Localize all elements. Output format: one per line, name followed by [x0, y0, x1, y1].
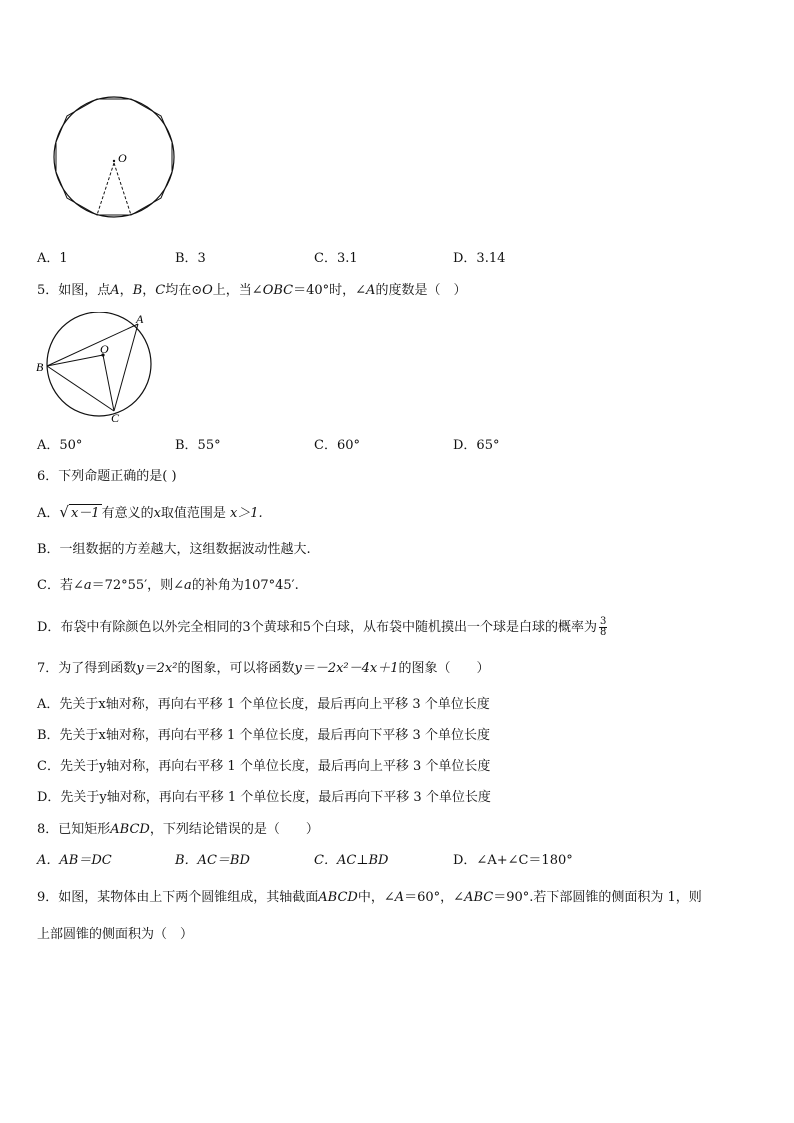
q6-option-b: B．一组数据的方差越大，这组数据波动性越大. — [37, 542, 311, 557]
q5-figure — [34, 312, 164, 424]
q8-option-a: A．AB＝DC — [37, 853, 112, 868]
q8-option-c: C．AC⊥BD — [314, 853, 389, 868]
q7-option-c: C．先关于y轴对称，再向右平移 1 个单位长度，最后再向上平移 3 个单位长度 — [37, 759, 491, 774]
q5-option-c: C．60° — [314, 438, 360, 453]
q4-circle — [54, 97, 174, 217]
q5-ac — [114, 324, 138, 411]
q6-option-a: A．√ x－1 有意义的x取值范围是 x＞1. — [37, 503, 263, 521]
q7-option-d: D．先关于y轴对称，再向右平移 1 个单位长度，最后再向下平移 3 个单位长度 — [37, 790, 491, 805]
q5-oc — [103, 355, 114, 411]
q5-bc — [47, 366, 114, 411]
q8-stem: 8．已知矩形ABCD，下列结论错误的是（ ） — [37, 822, 319, 837]
q7-option-b: B．先关于x轴对称，再向右平移 1 个单位长度，最后再向下平移 3 个单位长度 — [37, 728, 490, 743]
q4-dash-right — [114, 163, 131, 215]
q5-bo — [47, 355, 103, 366]
q5-option-b: B．55° — [175, 438, 221, 453]
q5-stem: 5．如图，点A，B，C均在⊙O上，当∠OBC＝40°时，∠A的度数是（ ） — [37, 283, 467, 298]
q4-option-a: A．1 — [37, 251, 68, 266]
q4-label-o: O — [118, 151, 127, 165]
q5-option-a: A．50° — [37, 438, 83, 453]
q5-label-b: B — [36, 360, 44, 374]
q4-option-c: C．3.1 — [314, 251, 358, 266]
q9-line-2: 上部圆锥的侧面积为（ ） — [37, 927, 194, 942]
q4-polygon — [56, 99, 172, 215]
q5-label-o: O — [100, 342, 109, 356]
q6-option-d: D．布袋中有除颜色以外完全相同的3个黄球和5个白球，从布袋中随机摸出一个球是白球的概率为 $\frac{3}{8}$ — [37, 616, 607, 638]
q6-option-c: C．若∠a＝72°55′，则∠a的补角为107°45′. — [37, 578, 299, 593]
q7-option-a: A．先关于x轴对称，再向右平移 1 个单位长度，最后再向上平移 3 个单位长度 — [37, 697, 490, 712]
q8-option-d: D．∠A+∠C＝180° — [453, 853, 573, 868]
q4-dash-left — [97, 163, 114, 215]
q8-option-b: B．AC＝BD — [175, 853, 250, 868]
q5-option-d: D．65° — [453, 438, 500, 453]
q5-label-c: C — [111, 411, 120, 424]
q4-center-point — [113, 160, 115, 162]
q5-label-a: A — [136, 312, 144, 326]
q6-stem: 6．下列命题正确的是( ) — [37, 469, 177, 484]
q7-stem: 7．为了得到函数y＝2x²的图象，可以将函数y＝－2x²－4x＋1的图象（ ） — [37, 661, 490, 676]
q6-fraction: $\frac{3}{8}$ — [599, 616, 607, 638]
q4-option-b: B．3 — [175, 251, 206, 266]
q4-figure — [50, 95, 185, 225]
q5-ba — [47, 324, 138, 366]
q9-line-1: 9．如图，某物体由上下两个圆锥组成，其轴截面ABCD中，∠A＝60°，∠ABC＝90°.若下部圆锥的侧面积为 1，则 — [37, 890, 702, 905]
q4-option-d: D．3.14 — [453, 251, 506, 266]
